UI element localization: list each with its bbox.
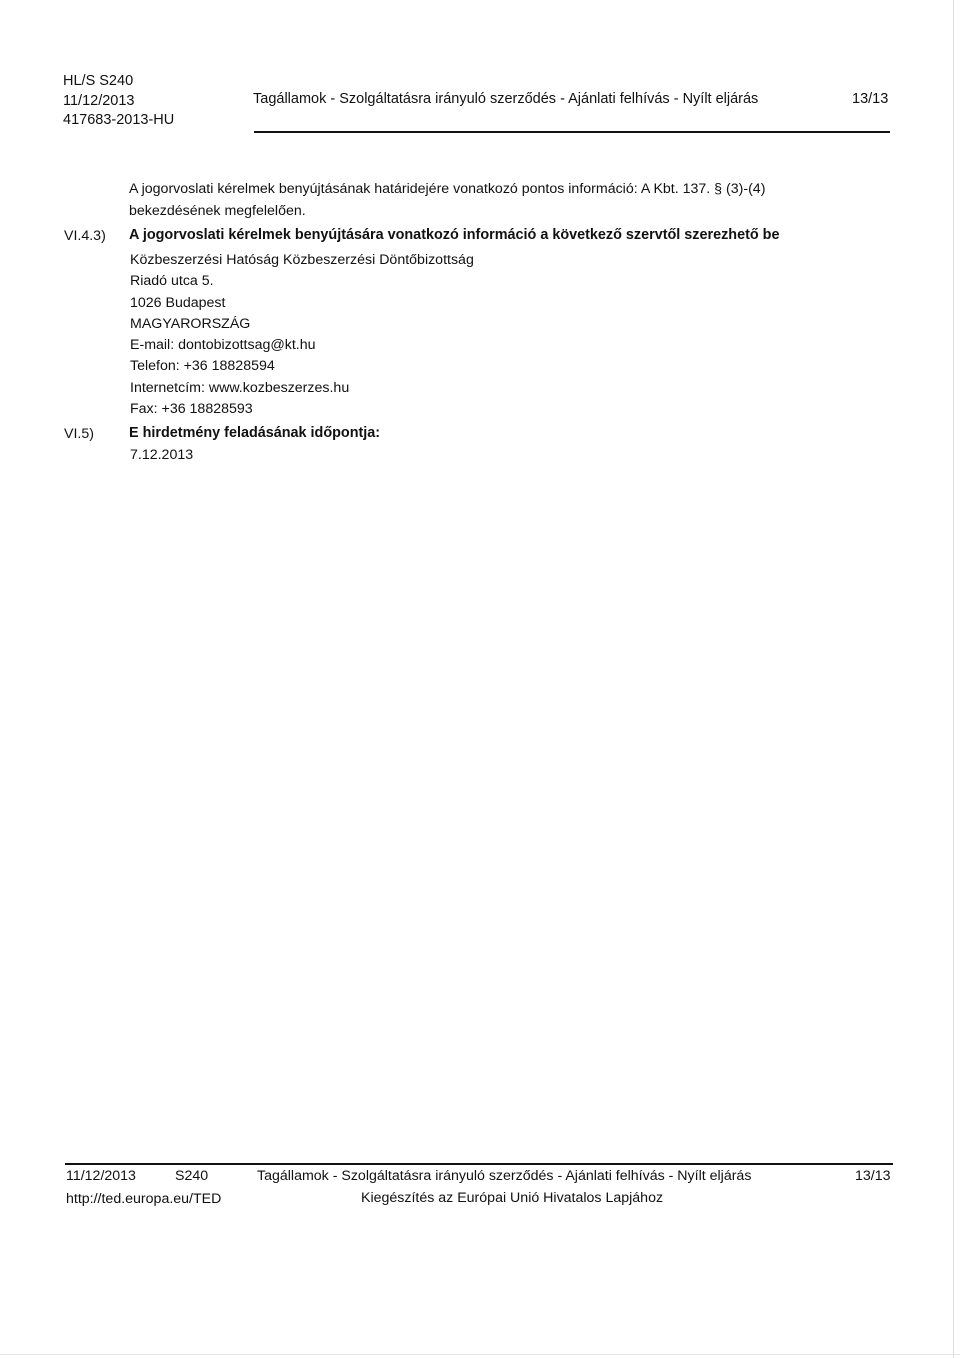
footer-divider [65,1163,893,1165]
review-body-address [130,250,474,420]
header-notice-id: 417683-2013-HU [63,112,175,128]
appeal-deadline-info [129,179,849,222]
section-heading-vi-4-3: A jogorvoslati kérelmek benyújtására vonatkozó információ a következő szervtől szerezhető be [129,227,780,243]
intro-line-2: bekezdésének megfelelően. [129,202,306,219]
review-body-fax: Fax: +36 18828593 [130,401,253,418]
review-body-email: E-mail: dontobizottsag@kt.hu [130,337,316,354]
scan-edge-right [953,0,954,1358]
header-page-number: 13/13 [852,91,889,107]
review-body-org: Közbeszerzési Hatóság Közbeszerzési Döntőbizottság [130,252,474,268]
header-doc-code: HL/S S240 [63,73,134,89]
header-meta [63,72,174,131]
review-body-web: Internetcím: www.kozbeszerzes.hu [130,379,350,396]
section-heading-vi-5: E hirdetmény feladásának időpontja: [129,425,381,441]
intro-line-1: A jogorvoslati kérelmek benyújtásának határidejére vonatkozó pontos információ: A Kbt. 137. § (3)-(4) [129,181,766,197]
scan-edge-bottom [0,1354,960,1355]
section-number-vi-4-3: VI.4.3) [64,228,106,244]
review-body-phone: Telefon: +36 18828594 [130,358,275,375]
section-number-vi-5: VI.5) [64,426,94,442]
dispatch-date: 7.12.2013 [130,447,194,463]
header-divider [254,131,890,133]
footer-date: 11/12/2013 [66,1168,136,1184]
footer-code: S240 [175,1168,209,1184]
footer-title: Tagállamok - Szolgáltatásra irányuló szerződés - Ajánlati felhívás - Nyílt eljárás [257,1168,752,1184]
footer-page-number: 13/13 [855,1168,891,1184]
footer-supplement: Kiegészítés az Európai Unió Hivatalos Lapjához [361,1190,664,1206]
review-body-country: MAGYARORSZÁG [130,315,251,332]
review-body-city: 1026 Budapest [130,294,226,311]
review-body-street: Riadó utca 5. [130,273,214,290]
header-date: 11/12/2013 [63,92,135,109]
header-title: Tagállamok - Szolgáltatásra irányuló szerződés - Ajánlati felhívás - Nyílt eljárás [253,91,759,107]
footer-url: http://ted.europa.eu/TED [66,1191,222,1207]
